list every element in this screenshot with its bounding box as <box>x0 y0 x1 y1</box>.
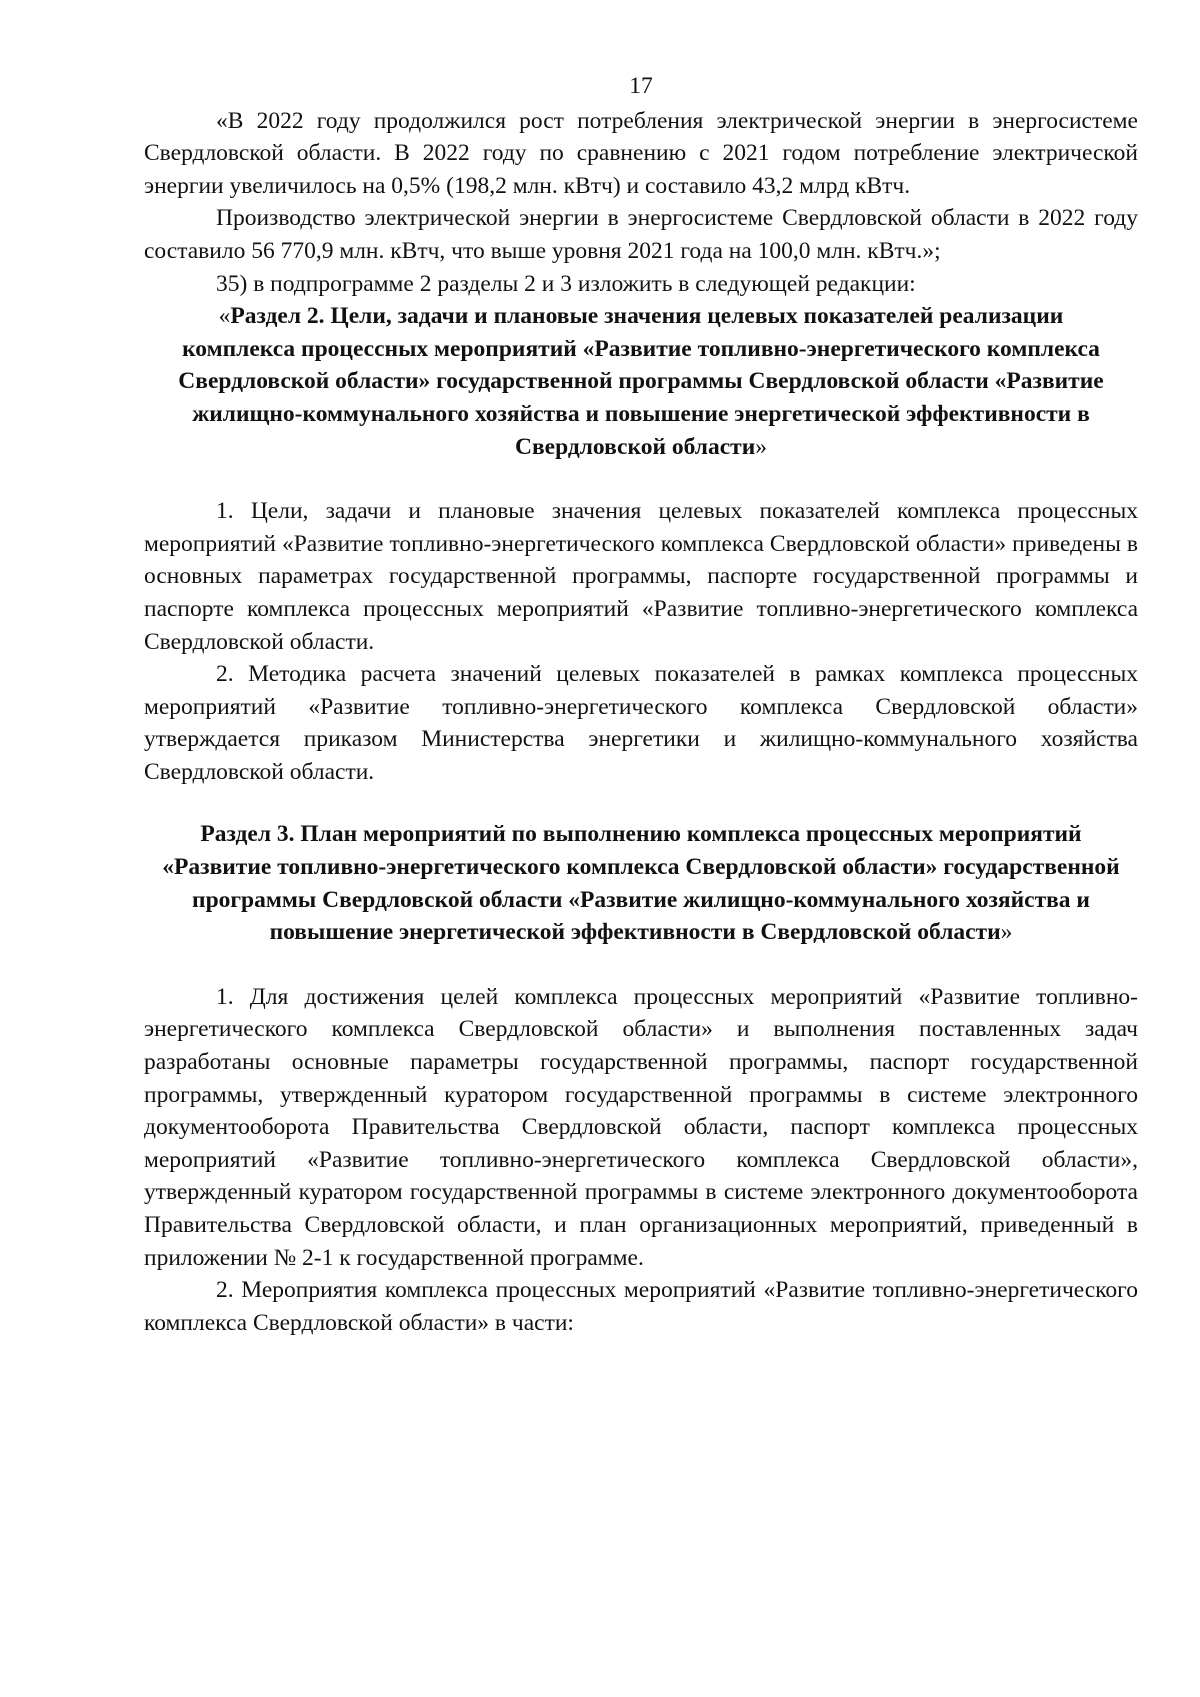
spacer <box>144 788 1138 818</box>
section-3-title: Раздел 3. План мероприятий по выполнению комплекса процессных мероприятий «Развитие топливно-энергетического комплекса Свердловской области» государственной программы Свердловской области «Развитие жилищно-коммунального хозяйства и повышение энергетической эффективности в Свердловской области <box>162 821 1120 946</box>
section-2-title: Раздел 2. Цели, задачи и плановые значения целевых показателей реализации комплекса процессных мероприятий «Развитие топливно-энергетического комплекса Свердловской области» государственной программы Свердловской области «Развитие жилищно-коммунального хозяйства и повышение энергетической эффективности в Свердловской области <box>178 303 1104 460</box>
section-2-item-1: 1. Цели, задачи и плановые значения целевых показателей комплекса процессных мероприятий «Развитие топливно-энергетического комплекса Свердловской области» приведены в основных параметрах государственной программы, паспорте государственной программы и паспорте комплекса процессных мероприятий «Развитие топливно-энергетического комплекса Свердловской области. <box>144 498 1138 655</box>
section-3-close-quote: » <box>1000 919 1013 946</box>
section-3-heading <box>144 818 1138 948</box>
page-number: 17 <box>629 73 653 99</box>
spacer <box>144 949 1138 981</box>
intro-paragraph-consumption: «В 2022 году продолжился рост потребления электрической энергии в энергосистеме Свердловской области. В 2022 году по сравнению с 2021 годом потребление электрической энергии увеличилось на 0,5% (198,2 млн. кВтч) и составило 43,2 млрд кВтч. <box>144 107 1138 199</box>
spacer <box>144 463 1138 495</box>
section-2-item-2: 2. Методика расчета значений целевых показателей в рамках комплекса процессных мероприятий «Развитие топливно-энергетического комплекса Свердловской области» утверждается приказом Министерства энергетики и жилищно-коммунального хозяйства Свердловской области. <box>144 661 1138 785</box>
section-2-heading <box>144 300 1138 463</box>
section-3-item-2: 2. Мероприятия комплекса процессных мероприятий «Развитие топливно-энергетического комплекса Свердловской области» в части: <box>144 1277 1138 1336</box>
section-2-open-quote: « <box>218 303 231 330</box>
intro-paragraph-production: Производство электрической энергии в энергосистеме Свердловской области в 2022 году составило 56 770,9 млн. кВтч, что выше уровня 2021 года на 100,0 млн. кВтч.»; <box>144 205 1138 264</box>
amendment-item-35: 35) в подпрограмме 2 разделы 2 и 3 изложить в следующей редакции: <box>216 270 916 297</box>
section-2-close-quote: » <box>755 433 767 460</box>
section-3-item-1: 1. Для достижения целей комплекса процессных мероприятий «Развитие топливно-энергетического комплекса Свердловской области» и выполнения поставленных задач разработаны основные параметры государственной программы, паспорт государственной программы, утвержденный куратором государственной программы в системе электронного документооборота Правительства Свердловской области, паспорт комплекса процессных мероприятий «Развитие топливно-энергетического комплекса Свердловской области», утвержденный куратором государственной программы в системе электронного документооборота Правительства Свердловской области, и план организационных мероприятий, приведенный в приложении № 2-1 к государственной программе. <box>144 983 1138 1271</box>
